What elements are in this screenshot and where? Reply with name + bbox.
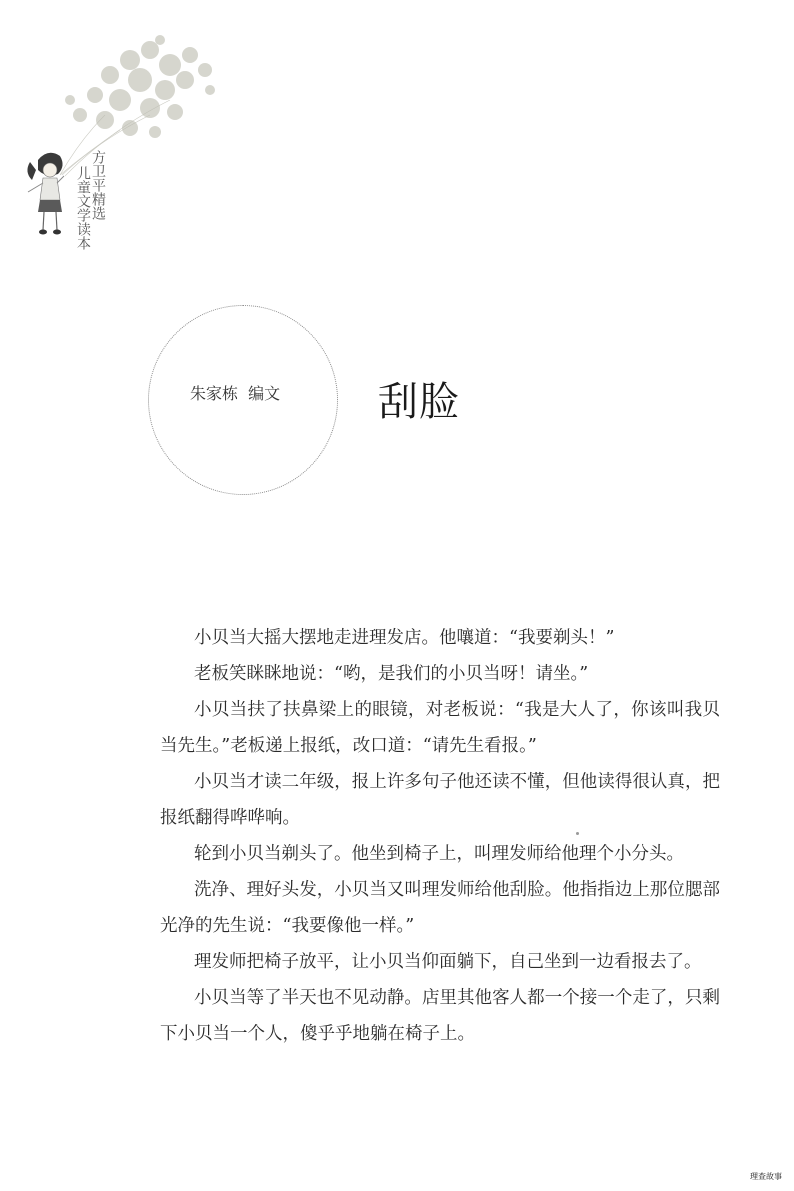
series-subtitle: 儿童文学读本 — [75, 166, 91, 250]
print-speck — [576, 832, 579, 835]
footer-label: 理查故事 — [750, 1172, 782, 1181]
paragraph: 小贝当大摇大摆地走进理发店。他嚷道：“我要剃头！” — [194, 628, 615, 648]
story-title: 刮脸 — [378, 379, 460, 425]
author-credit: 朱家栋 编文 — [190, 384, 281, 403]
paragraph: 洗净、理好头发，小贝当又叫理发师给他刮脸。他指指边上那位腮部光净的先生说：“我要像他一样。” — [160, 880, 720, 936]
paragraph: 小贝当等了半天也不见动静。店里其他客人都一个接一个走了，只剩下小贝当一个人，傻乎乎地躺在椅子上。 — [160, 988, 720, 1044]
paragraph: 轮到小贝当剃头了。他坐到椅子上，叫理发师给他理个小分头。 — [194, 844, 684, 864]
paragraph: 理发师把椅子放平，让小贝当仰面躺下，自己坐到一边看报去了。 — [194, 952, 702, 972]
series-title: 方卫平精选 — [90, 150, 106, 220]
paragraph: 小贝当才读二年级，报上许多句子他还读不懂，但他读得很认真，把报纸翻得哗哗响。 — [160, 772, 720, 828]
girl-illustration — [10, 20, 230, 250]
paragraph: 老板笑眯眯地说：“哟，是我们的小贝当呀！请坐。” — [194, 664, 589, 684]
story-body — [160, 620, 720, 1052]
paragraph: 小贝当扶了扶鼻梁上的眼镜，对老板说：“我是大人了，你该叫我贝当先生。”老板递上报纸，改口道：“请先生看报。” — [160, 700, 720, 756]
